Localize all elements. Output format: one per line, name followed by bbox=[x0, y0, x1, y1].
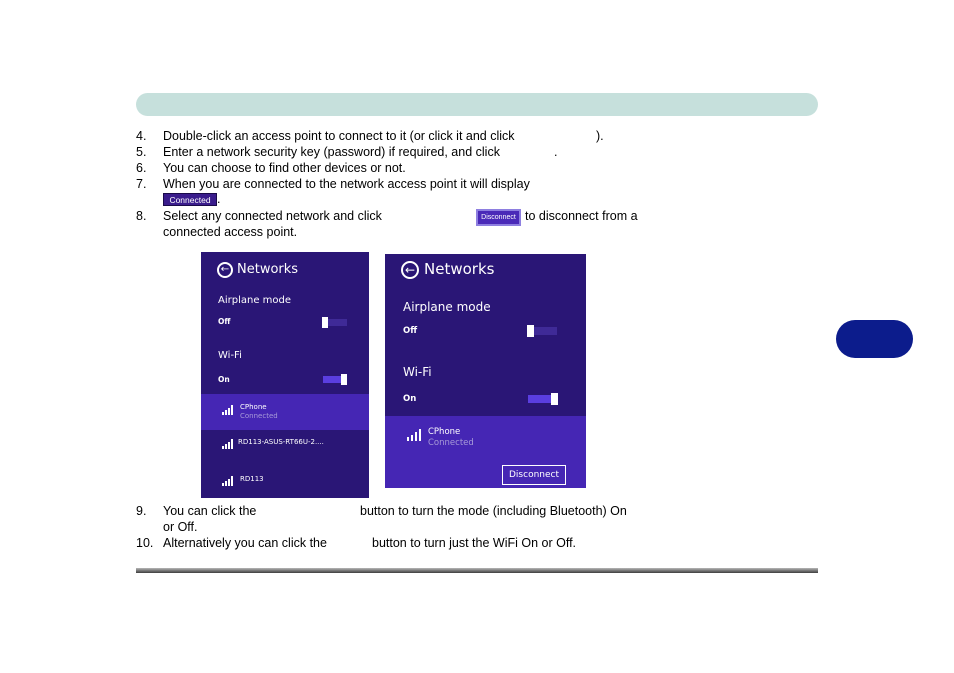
step-text: You can click the bbox=[163, 504, 257, 518]
network-name: RD113-ASUS-RT66U-2.... bbox=[238, 438, 324, 446]
network-name: CPhone bbox=[240, 403, 267, 411]
wifi-signal-icon bbox=[222, 405, 234, 415]
network-name: RD113 bbox=[240, 475, 264, 483]
step-number: 5. bbox=[136, 145, 147, 159]
wifi-state: On bbox=[218, 375, 230, 384]
step-number: 8. bbox=[136, 209, 147, 223]
step-text: Enter a network security key (password) if required, and click bbox=[163, 145, 500, 159]
disconnect-button-image: Disconnect bbox=[476, 209, 521, 226]
step-number: 6. bbox=[136, 161, 147, 175]
airplane-mode-state: Off bbox=[403, 326, 418, 336]
toggle-thumb bbox=[527, 325, 534, 337]
step-text: You can choose to find other devices or not. bbox=[163, 161, 406, 175]
network-item-rd113[interactable] bbox=[201, 470, 369, 492]
step-5-tail: . bbox=[554, 145, 558, 159]
step-8-line2: connected access point. bbox=[163, 225, 298, 239]
step-text: Alternatively you can click the bbox=[163, 536, 327, 550]
header-bar bbox=[136, 93, 818, 116]
disconnect-button[interactable]: Disconnect bbox=[502, 465, 566, 485]
step-text: Select any connected network and click bbox=[163, 209, 382, 223]
step-number: 4. bbox=[136, 129, 147, 143]
step-9-line2: or Off. bbox=[163, 520, 198, 534]
step-8-tail: to disconnect from a bbox=[525, 209, 638, 223]
wifi-label: Wi-Fi bbox=[218, 350, 242, 361]
toggle-thumb bbox=[551, 393, 558, 405]
connected-status-chip: Connected bbox=[163, 193, 217, 206]
wifi-signal-icon bbox=[407, 429, 421, 441]
toggle-thumb bbox=[322, 317, 328, 328]
wifi-label: Wi-Fi bbox=[403, 365, 432, 379]
step-7-tail: . bbox=[217, 192, 221, 206]
chapter-tab bbox=[836, 320, 913, 358]
step-4-tail: ). bbox=[596, 129, 604, 143]
step-text: When you are connected to the network access point it will display bbox=[163, 177, 530, 191]
step-number: 7. bbox=[136, 177, 147, 191]
airplane-mode-label: Airplane mode bbox=[403, 300, 491, 314]
step-text: Double-click an access point to connect to it (or click it and click bbox=[163, 129, 515, 143]
network-status: Connected bbox=[428, 438, 474, 448]
airplane-mode-label: Airplane mode bbox=[218, 295, 292, 306]
step-10-tail: button to turn just the WiFi On or Off. bbox=[372, 536, 577, 550]
step-9-tail: button to turn the mode (including Bluetooth) On bbox=[360, 504, 627, 518]
network-item-rd113-asus[interactable] bbox=[201, 432, 369, 454]
back-arrow-icon[interactable]: ← bbox=[217, 262, 233, 278]
step-number: 9. bbox=[136, 504, 147, 518]
footer-rule bbox=[136, 568, 818, 573]
step-number: 10. bbox=[136, 536, 154, 550]
network-item-cphone[interactable] bbox=[201, 394, 369, 430]
airplane-mode-state: Off bbox=[218, 317, 231, 326]
toggle-thumb bbox=[341, 374, 347, 385]
back-arrow-icon[interactable]: ← bbox=[401, 261, 419, 279]
wifi-signal-icon bbox=[222, 476, 234, 486]
panel-title: Networks bbox=[424, 260, 495, 278]
panel-title: Networks bbox=[237, 262, 299, 277]
network-status: Connected bbox=[240, 412, 278, 420]
networks-panel-list bbox=[201, 252, 369, 498]
network-item-cphone[interactable] bbox=[385, 416, 586, 488]
wifi-signal-icon bbox=[222, 439, 234, 449]
networks-panel-connected bbox=[385, 254, 586, 488]
wifi-state: On bbox=[403, 394, 417, 404]
network-name: CPhone bbox=[428, 427, 461, 437]
